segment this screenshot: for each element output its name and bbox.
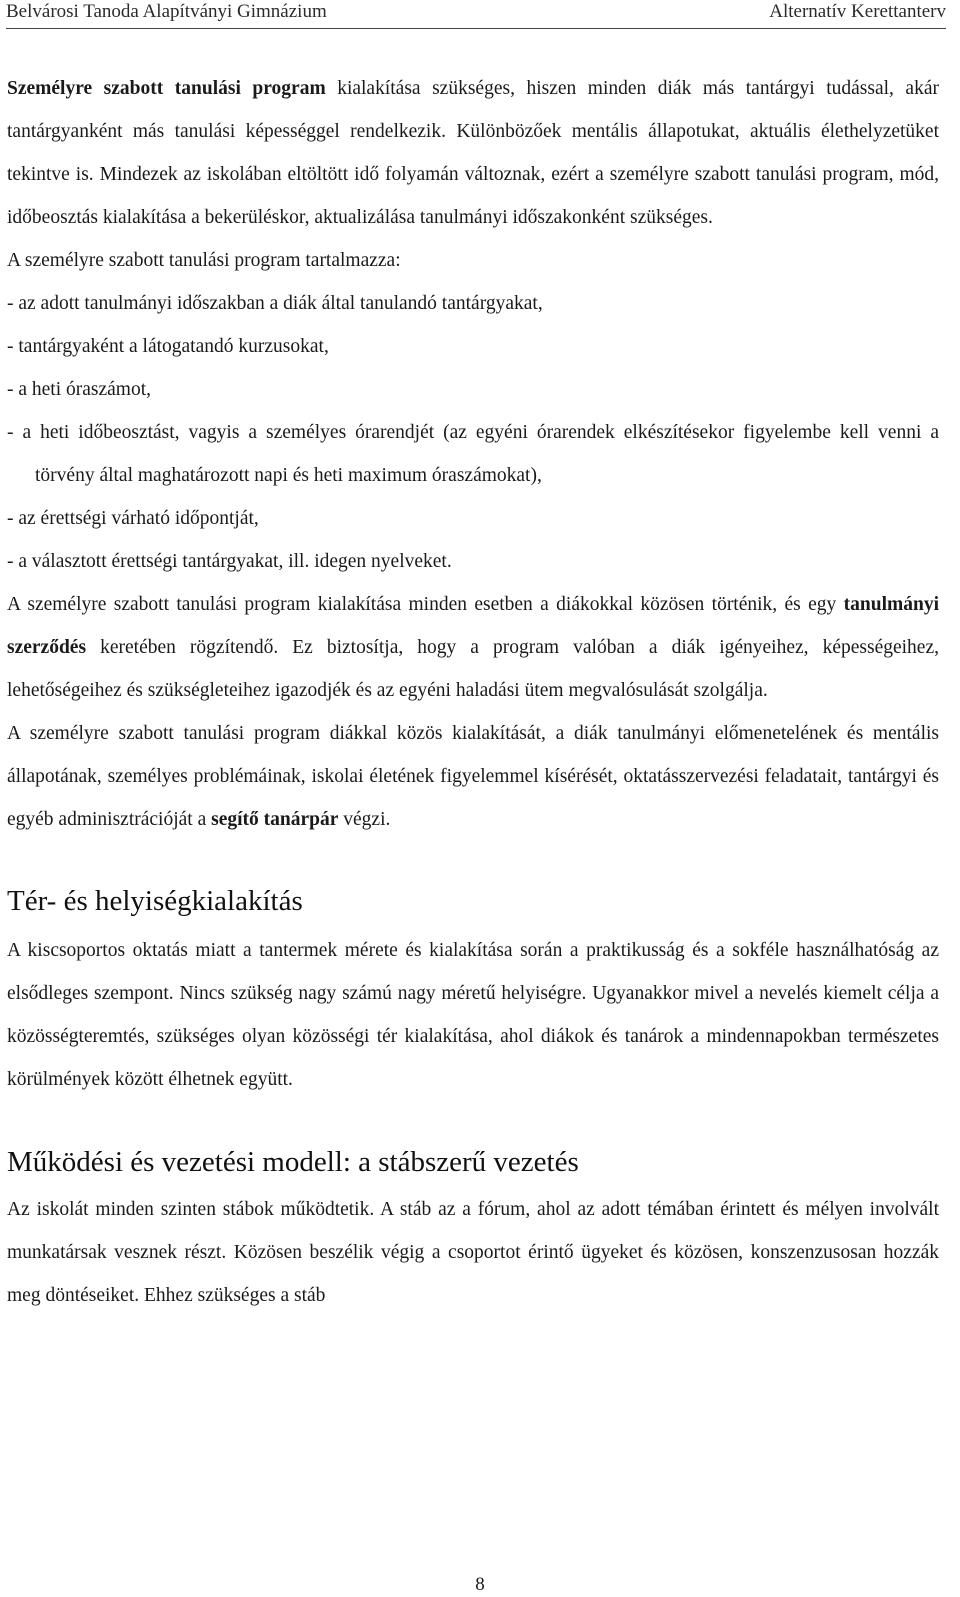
mentor-paragraph bbox=[7, 712, 939, 841]
section-heading-space: Tér- és helyiségkialakítás bbox=[7, 885, 303, 917]
intro-paragraph bbox=[7, 67, 939, 239]
mentor-bold: segítő tanárpár bbox=[211, 809, 339, 830]
list-item: - az adott tanulmányi időszakban a diák által tanulandó tantárgyakat, bbox=[7, 293, 543, 314]
space-paragraph: A kiscsoportos oktatás miatt a tantermek mérete és kialakítása során a praktikusság és a sokféle használhatóság az elsődleges szempont. Nincs szükség nagy számú nagy méretű helyiségre. Ugyanakkor mivel a nevelés kiemelt célja a közösségteremtés, szükséges olyan közösségi tér kialakítása, ahol diákok és tanárok a mindennapokban természetes körülmények között élhetnek együtt. bbox=[7, 940, 939, 1090]
mentor-text-after: végzi. bbox=[338, 809, 391, 830]
agreement-text-before: A személyre szabott tanulási program kialakítása minden esetben a diákokkal közösen történik, és egy bbox=[7, 594, 844, 615]
header-school-name: Belvárosi Tanoda Alapítványi Gimnázium bbox=[6, 1, 327, 22]
list-item: - a heti időbeosztást, vagyis a személyes órarendjét (az egyéni órarendek elkészítésekor figyelembe kell venni a törvény által maghatározott napi és heti maximum óraszámokat), bbox=[7, 422, 939, 486]
page-content bbox=[7, 67, 939, 1317]
intro-bold: Személyre szabott tanulási program bbox=[7, 78, 326, 99]
agreement-text-after: keretében rögzítendő. Ez biztosítja, hogy a program valóban a diák igényeihez, képességeihez, lehetőségeihez és szükségleteihez igazodjék és az egyéni haladási ütem megvalósulását szolgálja. bbox=[7, 637, 939, 701]
intro-text: kialakítása szükséges, hiszen minden diák más tantárgyi tudással, akár tantárgyanként más tanulási képességgel rendelkezik. Különbözőek mentális állapotukat, aktuális élethelyzetüket tekintve is. Mindezek az iskolában eltöltött idő folyamán változnak, ezért a személyre szabott tanulási program, mód, időbeosztás kialakítása a bekerüléskor, aktualizálása tanulmányi időszakonként szükséges. bbox=[7, 78, 939, 228]
page-number: 8 bbox=[475, 1574, 485, 1595]
page-header bbox=[0, 0, 960, 26]
list-item: - az érettségi várható időpontját, bbox=[7, 508, 259, 529]
list-item: - tantárgyaként a látogatandó kurzusokat, bbox=[7, 336, 329, 357]
management-paragraph: Az iskolát minden szinten stábok működtetik. A stáb az a fórum, ahol az adott témában érintett és mélyen involvált munkatársak vesznek részt. Közösen beszélik végig a csoportot érintő ügyeket és közösen, konszenzusosan hozzák meg döntéseiket. Ehhez szükséges a stáb bbox=[7, 1199, 939, 1306]
header-rule bbox=[6, 28, 946, 29]
list-item: - a választott érettségi tantárgyakat, ill. idegen nyelveket. bbox=[7, 551, 452, 572]
agreement-paragraph bbox=[7, 583, 939, 712]
section-heading-management: Működési és vezetési modell: a stábszerű vezetés bbox=[7, 1146, 579, 1178]
list-intro: A személyre szabott tanulási program tartalmazza: bbox=[7, 250, 401, 271]
agreement-bold: tanulmányi szerződés bbox=[7, 594, 939, 658]
mentor-text-before: A személyre szabott tanulási program diákkal közös kialakítását, a diák tanulmányi előmenetelének és mentális állapotának, személyes problémáinak, iskolai életének figyelemmel kísérését, oktatásszervezési feladatait, tantárgyi és egyéb adminisztrációját a bbox=[7, 723, 939, 830]
header-document-title: Alternatív Kerettanterv bbox=[769, 1, 946, 22]
list-item: - a heti óraszámot, bbox=[7, 379, 152, 400]
